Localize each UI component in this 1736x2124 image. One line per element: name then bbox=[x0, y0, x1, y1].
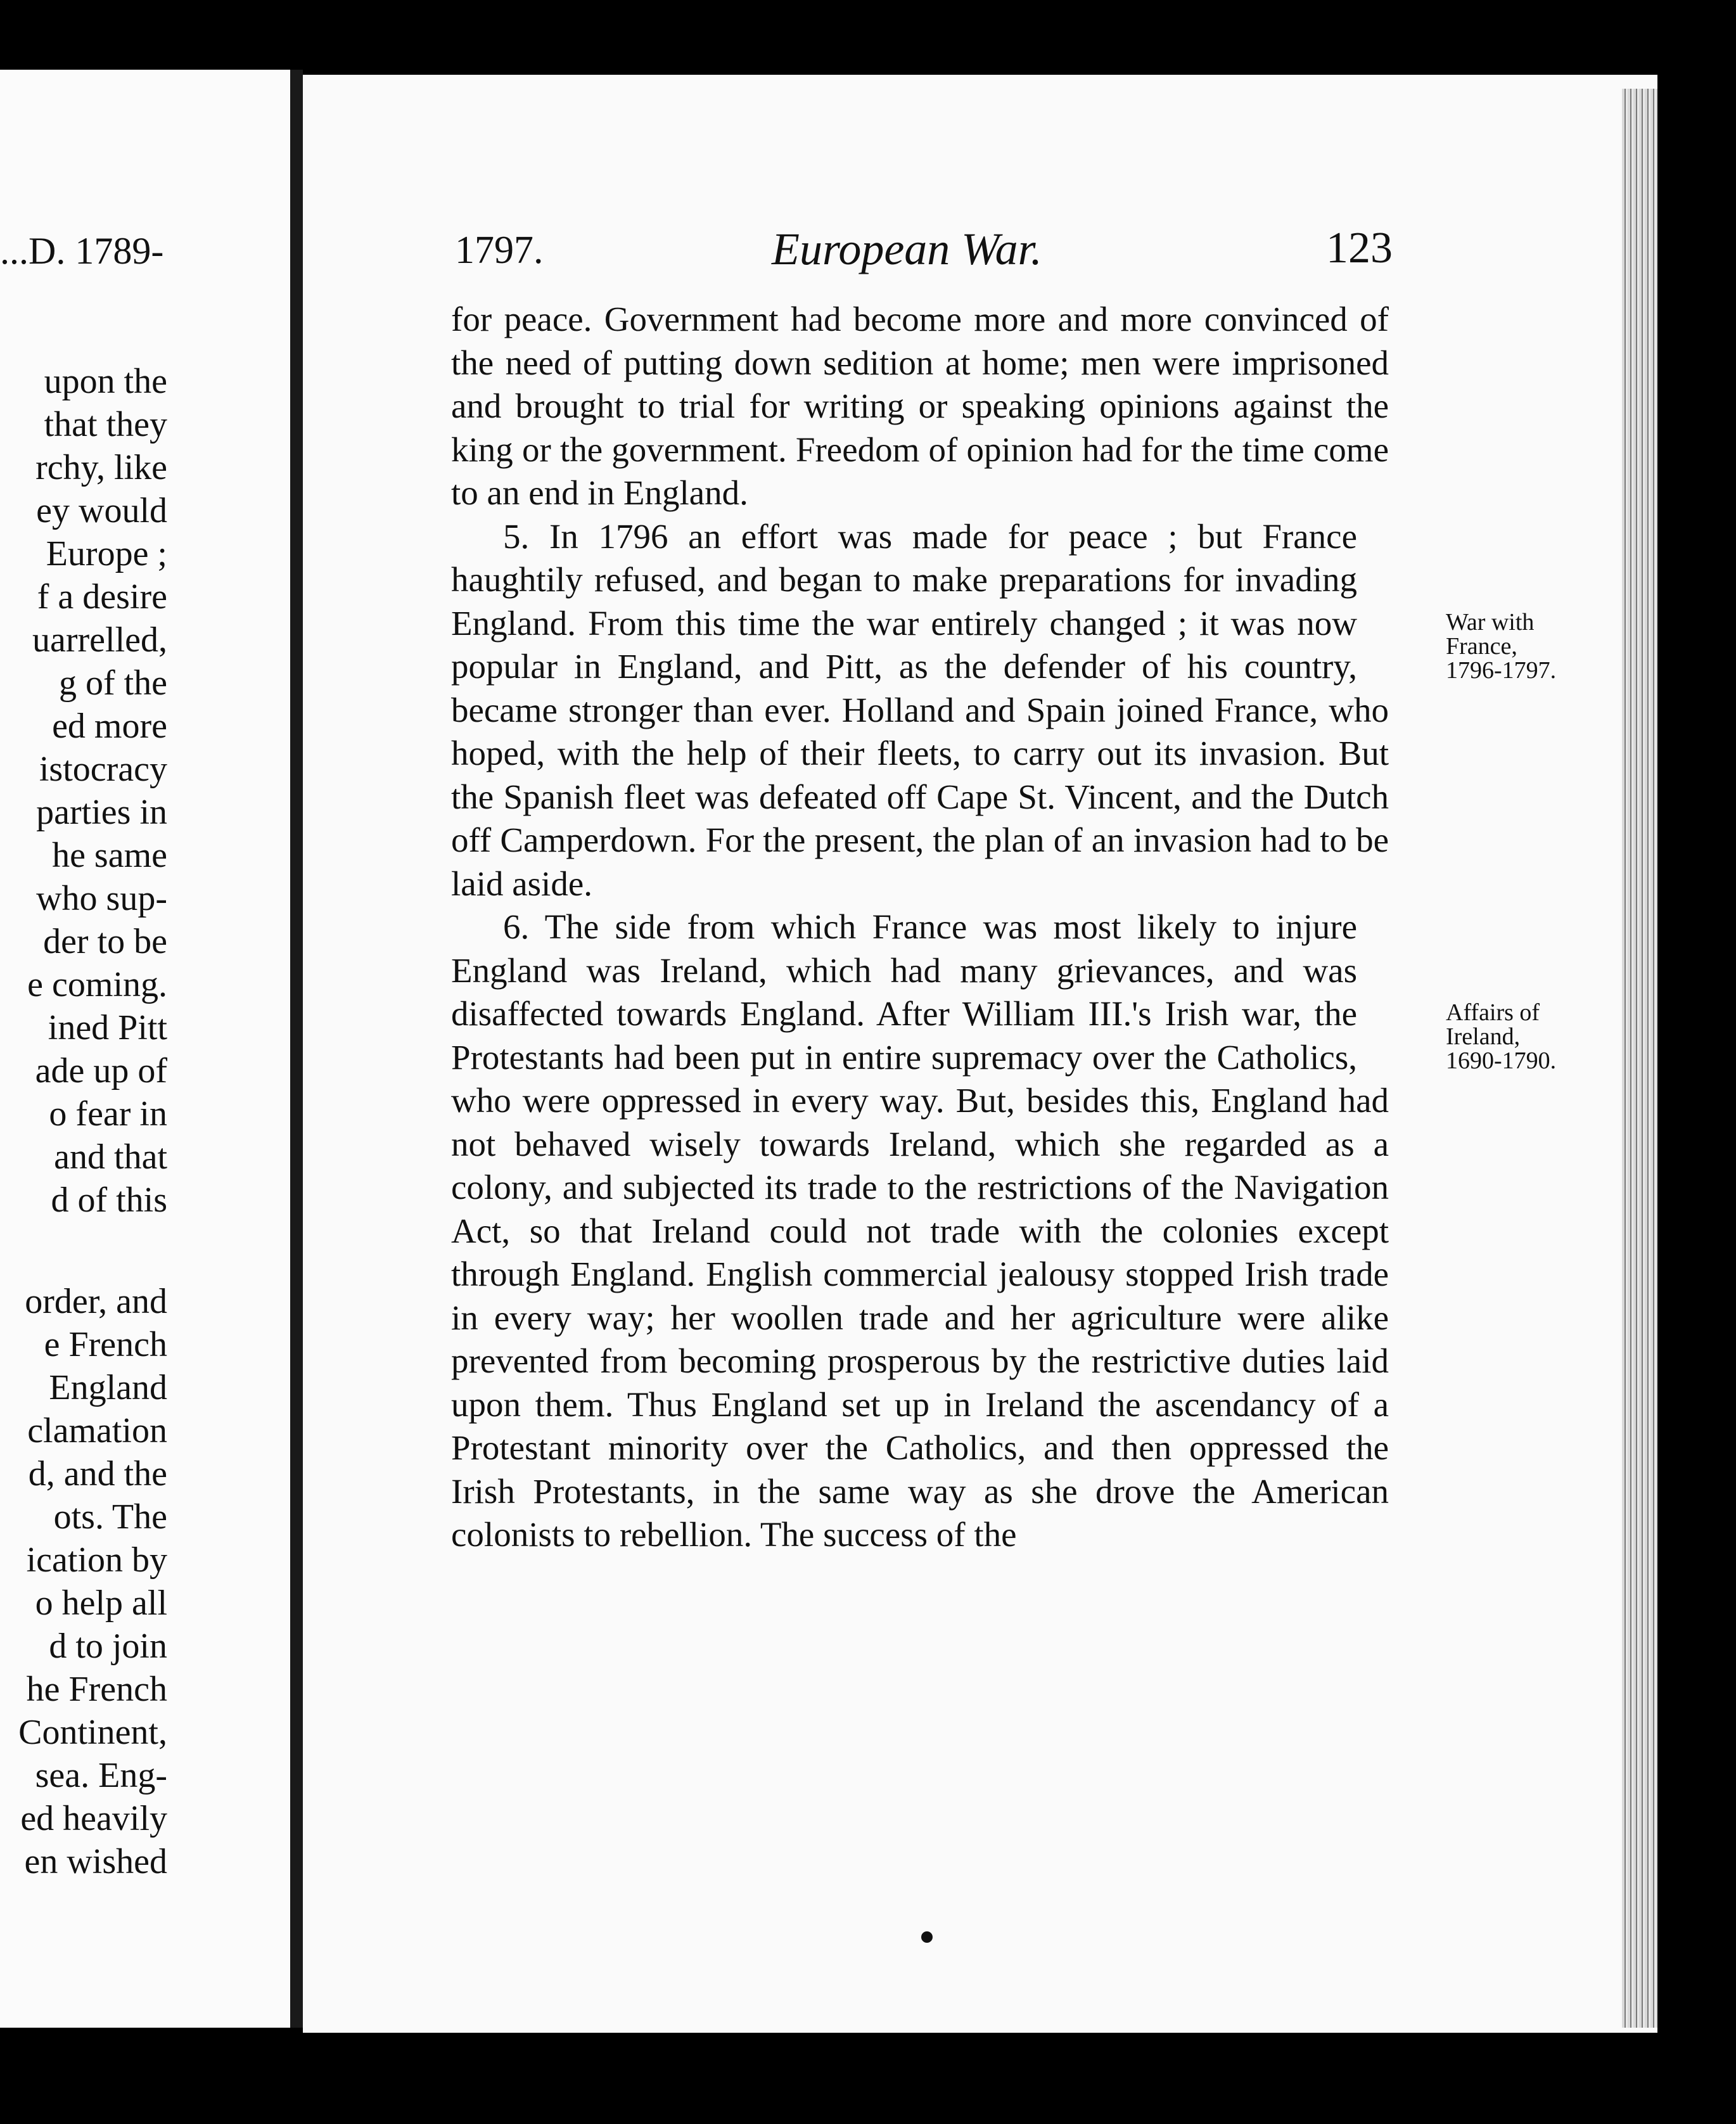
left-line: and that bbox=[54, 1137, 167, 1177]
left-line: who sup- bbox=[36, 879, 167, 918]
left-line: order, and bbox=[25, 1282, 167, 1321]
left-line: der to be bbox=[43, 922, 167, 961]
side-note-affairs-of-ireland bbox=[1394, 992, 1559, 1073]
left-line: ey would bbox=[36, 491, 167, 530]
side-note-line: Ireland, bbox=[1446, 1023, 1521, 1050]
left-line: England bbox=[49, 1368, 167, 1407]
left-line: Europe ; bbox=[46, 534, 167, 573]
side-note-line: War with bbox=[1446, 608, 1535, 636]
left-line: ication by bbox=[26, 1540, 167, 1580]
left-line: ed heavily bbox=[20, 1799, 167, 1838]
book-gutter bbox=[290, 70, 303, 2028]
running-head-title: European War. bbox=[772, 224, 1042, 274]
left-line: uarrelled, bbox=[32, 620, 167, 660]
left-line: ined Pitt bbox=[48, 1008, 167, 1047]
left-line: d, and the bbox=[28, 1454, 167, 1494]
left-line: sea. Eng- bbox=[35, 1756, 167, 1795]
left-line: d of this bbox=[51, 1180, 167, 1220]
side-note-line: 1796-1797. bbox=[1446, 656, 1557, 684]
left-line: o help all bbox=[35, 1583, 167, 1623]
left-line: f a desire bbox=[37, 577, 167, 617]
left-line: ots. The bbox=[53, 1497, 167, 1537]
left-line: g of the bbox=[58, 663, 167, 703]
side-note-line: Affairs of bbox=[1446, 999, 1540, 1026]
side-note-line: France, bbox=[1446, 632, 1517, 660]
left-line: rchy, like bbox=[35, 448, 167, 487]
page-number: 123 bbox=[1326, 224, 1393, 272]
left-line: e coming. bbox=[27, 965, 167, 1004]
left-page bbox=[0, 70, 290, 2028]
left-line: d to join bbox=[49, 1627, 167, 1666]
left-line: e French bbox=[44, 1325, 167, 1364]
left-page-header: ...D. 1789- bbox=[0, 230, 164, 272]
running-head-year: 1797. bbox=[455, 229, 544, 272]
left-line: o fear in bbox=[49, 1094, 167, 1134]
side-note-line: 1690-1790. bbox=[1446, 1047, 1557, 1074]
paragraph-5-text: 5. In 1796 an effort was made for peace ; but France haughtily refused, and began to make preparations for invading England. From this time the war entirely changed ; it was now popular in England, and Pitt, as the defender of his country, became stronger than ever. Holland and Spain joined France, who hoped, with the help of their fleets, to carry out its invasion. But the Spanish fleet was defeated off Cape St. Vincent, and the Dutch off Camperdown. For the present, the plan of an invasion had to be laid aside. bbox=[451, 516, 1389, 903]
left-line: Continent, bbox=[18, 1713, 167, 1752]
page-edges bbox=[1622, 89, 1657, 2028]
left-line: upon the bbox=[44, 362, 167, 401]
page-mark bbox=[921, 1931, 933, 1943]
left-line: ade up of bbox=[35, 1051, 167, 1091]
body-text bbox=[451, 298, 1557, 1557]
left-line: parties in bbox=[36, 793, 167, 832]
running-head bbox=[455, 223, 1393, 280]
left-line: ed more bbox=[52, 707, 167, 746]
left-line: he French bbox=[26, 1670, 167, 1709]
left-line: istocracy bbox=[39, 750, 167, 789]
side-note-war-with-france bbox=[1394, 601, 1559, 682]
paragraph-5 bbox=[451, 515, 1557, 906]
paragraph-1: for peace. Government had become more and more convinced of the need of putting down sedition at home; men were imprisoned and brought to trial for writing or speaking opinions against the king or the government. Freedom of opinion had for the time come to an end in England. bbox=[451, 300, 1389, 512]
left-line: he same bbox=[52, 836, 167, 875]
left-line: en wished bbox=[24, 1842, 167, 1881]
paragraph-6 bbox=[451, 905, 1557, 1557]
left-line: clamation bbox=[27, 1411, 167, 1450]
paragraph-6-text: 6. The side from which France was most likely to injure England was Ireland, which had many grievances, and was disaffected towards England. After William III.'s Irish war, the Protestants had been put in entire supremacy over the Catholics, who were oppressed in every way. But, besides this, England had not behaved wisely towards Ireland, which she regarded as a colony, and subjected its trade to the restrictions of the Navigation Act, so that Ireland could not trade with the colonies except through England. English commercial jealousy stopped Irish trade in every way; her woollen trade and her agriculture were alike prevented from becoming prosperous by the restrictive duties laid upon them. Thus England set up in Ireland the ascendancy of a Protestant minority over the Catholics, and then oppressed the Irish Protestants, in the same way as she drove the American colonists to rebellion. The success of the bbox=[451, 907, 1389, 1554]
left-line: that they bbox=[44, 405, 167, 444]
